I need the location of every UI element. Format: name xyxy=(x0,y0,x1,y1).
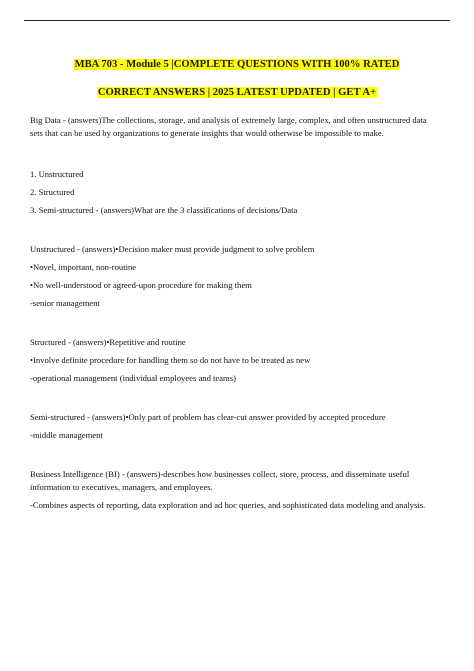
unstructured-level: -senior management xyxy=(30,298,100,308)
classification-item-3: 3. Semi-structured - (answers)What are the 3 classifications of decisions/Data xyxy=(30,205,298,215)
unstructured-bullet-2: •No well-understood or agreed-upon procedure for making them xyxy=(30,280,252,290)
unstructured-bullet-1: •Novel, important, non-routine xyxy=(30,262,137,272)
big-data-paragraph: Big Data - (answers)The collections, storage, and analysis of extremely large, complex, and often unstructured data sets that can be used by organizations to generate insights that would otherwise be impossible to make. xyxy=(30,115,427,138)
structured-bullet-1: •Involve definite procedure for handling them so do not have to be treated as new xyxy=(30,355,311,365)
classification-item-1: 1. Unstructured xyxy=(30,169,84,179)
structured-heading-line: Structured - (answers)•Repetitive and routine xyxy=(30,337,186,347)
document-body xyxy=(30,114,440,512)
document-title-line-2 xyxy=(40,86,434,99)
title-line-2-text: CORRECT ANSWERS | 2025 LATEST UPDATED | GET A+ xyxy=(97,87,377,98)
semi-structured-heading-line: Semi-structured - (answers)•Only part of problem has clear-cut answer provided by accepted procedure xyxy=(30,412,386,422)
semi-structured-level: -middle management xyxy=(30,430,103,440)
title-line-1-text: MBA 703 - Module 5 |COMPLETE QUESTIONS WITH 100% RATED xyxy=(74,59,400,70)
structured-level: -operational management (individual employees and teams) xyxy=(30,373,236,383)
business-intelligence-definition: Business Intelligence (BI) - (answers)-describes how businesses collect, store, process, and disseminate useful information to executives, managers, and employees. xyxy=(30,469,410,492)
unstructured-heading-line: Unstructured - (answers)•Decision maker must provide judgment to solve problem xyxy=(30,244,315,254)
document-title-line-1 xyxy=(40,58,434,71)
business-intelligence-details: -Combines aspects of reporting, data exploration and ad hoc queries, and sophisticated data modeling and analysis. xyxy=(30,500,426,510)
header-rule xyxy=(24,20,450,21)
classification-item-2: 2. Structured xyxy=(30,187,75,197)
